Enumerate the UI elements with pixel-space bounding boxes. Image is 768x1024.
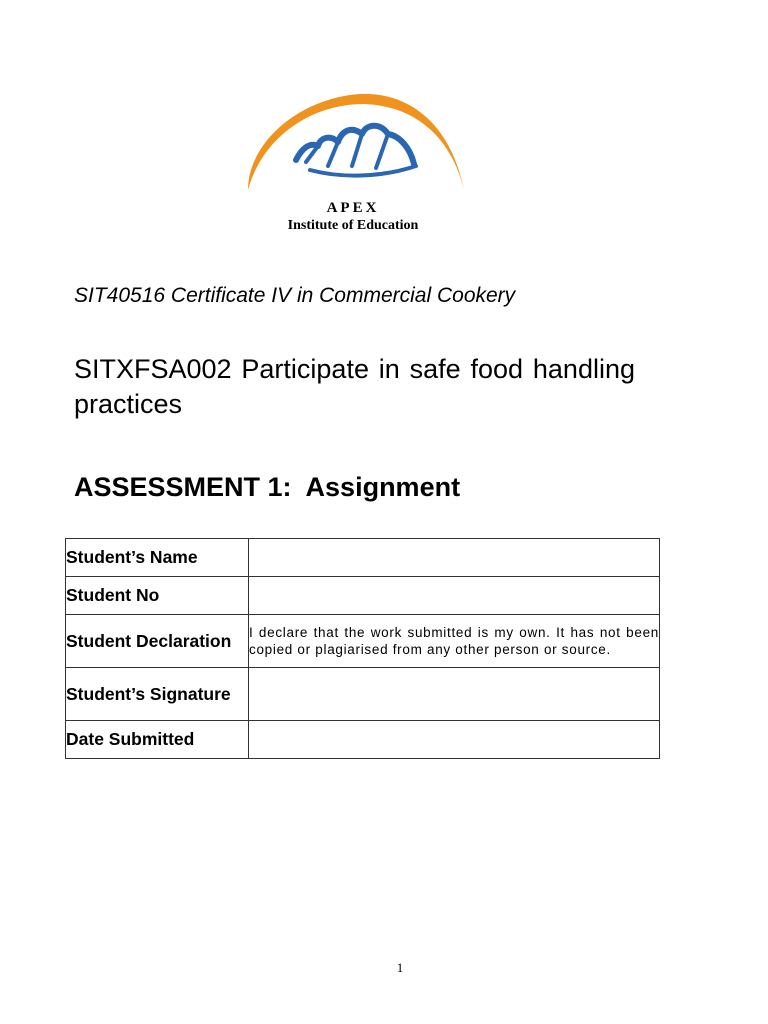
student-declaration-text: I declare that the work submitted is my own. It has not been copied or plagiarised from any other person or source. bbox=[249, 615, 660, 668]
student-name-label: Student’s Name bbox=[66, 539, 249, 577]
student-no-field[interactable] bbox=[249, 577, 660, 615]
date-submitted-field[interactable] bbox=[249, 721, 660, 759]
table-row bbox=[66, 577, 660, 615]
logo-subtitle: Institute of Education bbox=[287, 218, 419, 233]
student-name-field[interactable] bbox=[249, 539, 660, 577]
student-no-label: Student No bbox=[66, 577, 249, 615]
opera-house-logo-icon bbox=[240, 86, 472, 196]
unit-title: SITXFSA002 Participate in safe food handling practices bbox=[74, 354, 635, 419]
student-signature-label: Student’s Signature bbox=[66, 668, 249, 721]
student-declaration-label: Student Declaration bbox=[66, 615, 249, 668]
page-number: 1 bbox=[396, 960, 404, 975]
table-row bbox=[66, 668, 660, 721]
table-row bbox=[66, 615, 660, 668]
table-row bbox=[66, 721, 660, 759]
course-title: SIT40516 Certificate IV in Commercial Cookery bbox=[74, 284, 516, 307]
assessment-title: ASSESSMENT 1: Assignment bbox=[74, 472, 461, 502]
student-signature-field[interactable] bbox=[249, 668, 660, 721]
logo-name: APEX bbox=[326, 200, 380, 216]
apex-logo bbox=[240, 86, 472, 246]
table-row bbox=[66, 539, 660, 577]
student-info-table bbox=[65, 538, 660, 759]
date-submitted-label: Date Submitted bbox=[66, 721, 249, 759]
